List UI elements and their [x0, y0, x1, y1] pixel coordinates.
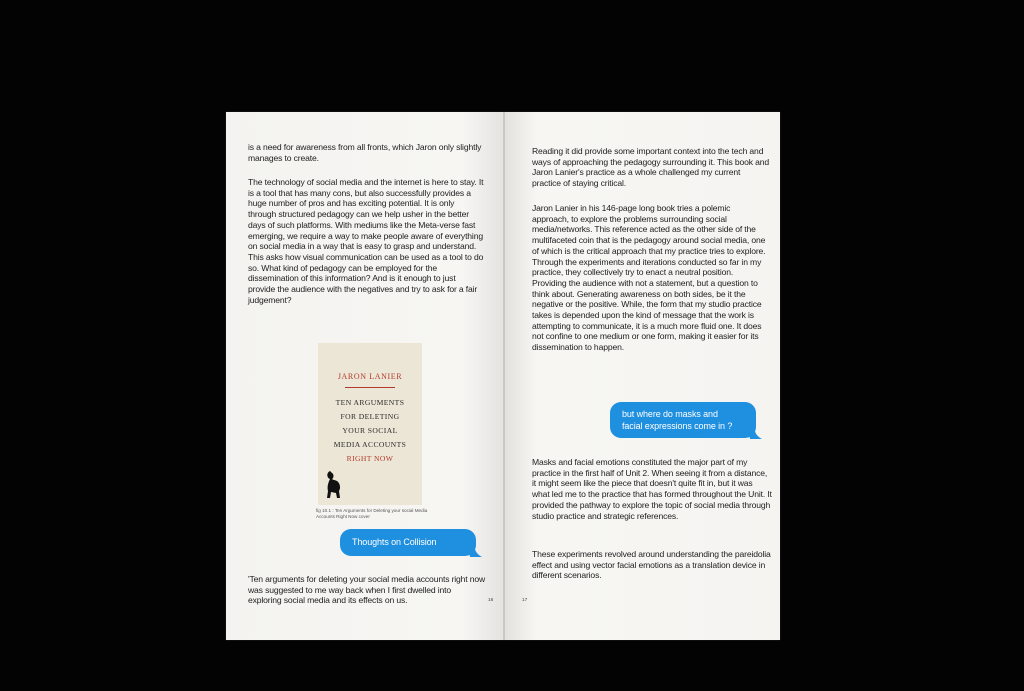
chat-bubble-thoughts [340, 529, 476, 556]
chat-bubble-text: Thoughts on Collision [352, 537, 437, 547]
chat-bubble-masks [610, 402, 756, 438]
book-cover-title-line: TEN ARGUMENTS [335, 398, 405, 407]
book-cover-image [318, 343, 422, 505]
cat-silhouette-icon [324, 469, 346, 499]
right-paragraph-3: Masks and facial emotions constituted the major part of my practice in the first half of Unit 2. When seeing it from a distance, it might seem like the piece that doesn't quite fit in, but it was what led me to the practice that has formed throughout the Unit. It provided the pathway to explore the topic of social media through studio practice and strategic references. [532, 457, 772, 521]
right-paragraph-1: Reading it did provide some important context into the tech and ways of approaching the pedagogy surrounding it. This book and Jaron Lanier's practice as a whole challenged my current practice of staying critical. [532, 146, 770, 189]
chat-bubble-line-2: facial expressions come in ? [622, 421, 733, 431]
book-cover-rule [345, 387, 395, 388]
book-gutter [503, 112, 505, 640]
chat-bubble-line-1: but where do masks and [622, 409, 718, 419]
page-number-right: 17 [522, 598, 528, 603]
open-booklet [226, 112, 780, 640]
page-number-left: 16 [488, 598, 494, 603]
right-paragraph-2: Jaron Lanier in his 146-page long book tries a polemic approach, to explore the problems surrounding social media/networks. This reference acted as the other side of the multifaceted coin that is the pedagogy around social media, one of which is the critical approach that my practice tries to explore. Through the experiments and iterations conducted so far in my practice, they collectively try to enact a neutral position. Providing the audience with not a statement, but a question to think about. Generating awareness on both sides, be it the negative or the positive. While, the form that my studio practice takes is depended upon the kind of message that the work is attempting to communicate, it is a much more fluid one. It does not confine to one medium or one form, making it easier for its dissemination to happen. [532, 203, 766, 353]
book-cover-author: JARON LANIER [337, 372, 403, 381]
left-page [226, 112, 504, 640]
right-paragraph-4: These experiments revolved around understanding the pareidolia effect and using vector facial emotions as a translation device in different scenarios. [532, 549, 771, 581]
book-cover-title-line: YOUR SOCIAL [342, 426, 398, 435]
left-paragraph-3: 'Ten arguments for deleting your social media accounts right now was suggested to me way back when I first dwelled into exploring social media and its effects on us. [248, 574, 486, 606]
bubble-tail-icon [748, 425, 762, 439]
book-cover-title-line: MEDIA ACCOUNTS [333, 440, 407, 449]
left-paragraph-2: The technology of social media and the internet is here to stay. It is a tool that has many cons, but also successfully provides a huge number of pros and has exciting potential. It is only through structured pedagogy can we help usher in the better days of such platforms. With mediums like the Meta-verse fast emerging, we require a way to make people aware of everything on social media in a way that is easy to grasp and understand. This asks how visual communication can be used as a tool to do so. What kind of pedagogy can be employed for the dissemination of this information? And is it enough to just provide the audience with the negatives and try to ask for a fair judgement? [248, 177, 484, 305]
right-page [504, 112, 780, 640]
book-cover-title-line: FOR DELETING [340, 412, 400, 421]
left-paragraph-1: is a need for awareness from all fronts, which Jaron only slightly manages to create. [248, 142, 482, 163]
book-cover-title-highlight: RIGHT NOW [346, 454, 394, 463]
figure-caption: fig 10.1 : Ten Arguments for Deleting your social Media Accounts Right Now cover [316, 508, 428, 519]
bubble-tail-icon [468, 543, 482, 557]
